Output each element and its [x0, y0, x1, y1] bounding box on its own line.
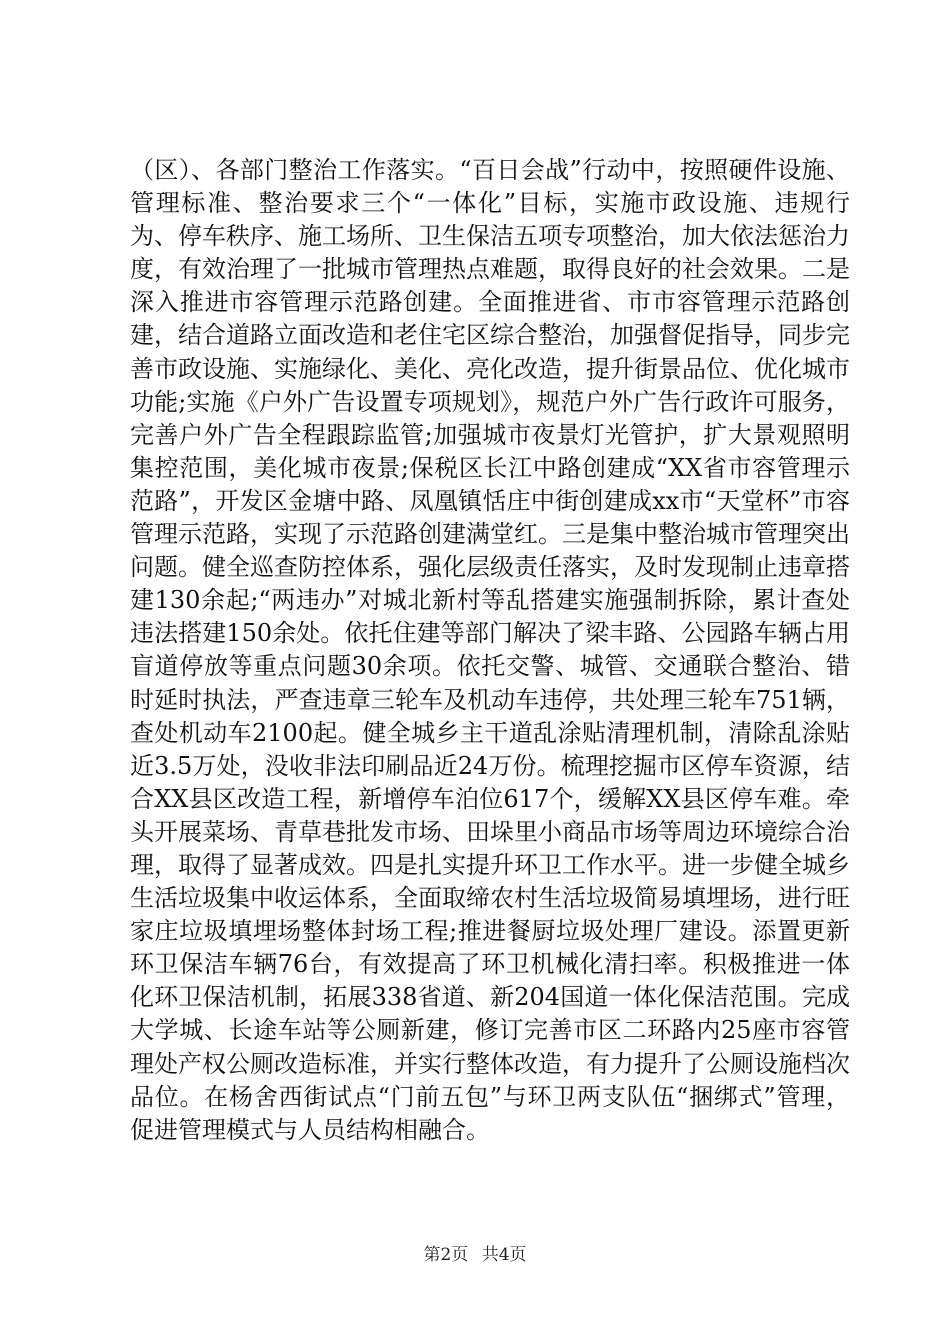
page-number-current: 第2页 — [423, 1245, 469, 1265]
body-paragraph: （区）、各部门整治工作落实。“百日会战”行动中，按照硬件设施、管理标准、整治要求三个“一体化”目标，实施市政设施、违规行为、停车秩序、施工场所、卫生保洁五项专项整治，加大依法惩治力度，有效治理了一批城市管理热点难题，取得良好的社会效果。二是深入推进市容管理示范路创建。全面推进省、市市容管理示范路创建，结合道路立面改造和老住宅区综合整治，加强督促指导，同步完善市政设施、实施绿化、美化、亮化改造，提升街景品位、优化城市功能;实施《户外广告设置专项规划》，规范户外广告行政许可服务，完善户外广告全程跟踪监管;加强城市夜景灯光管护，扩大景观照明集控范围，美化城市夜景;保税区长江中路创建成“XX省市容管理示范路”，开发区金塘中路、凤凰镇恬庄中街创建成xx市“天堂杯”市容管理示范路，实现了示范路创建满堂红。三是集中整治城市管理突出问题。健全巡查防控体系，强化层级责任落实，及时发现制止违章搭建130余起;“两违办”对城北新村等乱搭建实施强制拆除，累计查处违法搭建150余处。依托住建等部门解决了梁丰路、公园路车辆占用盲道停放等重点问题30余项。依托交警、城管、交通联合整治、错时延时执法，严查违章三轮车及机动车违停，共处理三轮车751辆，查处机动车2100起。健全城乡主干道乱涂贴清理机制，清除乱涂贴近3.5万处，没收非法印刷品近24万份。梳理挖掘市区停车资源，结合XX县区改造工程，新增停车泊位617个，缓解XX县区停车难。牵头开展菜场、青草巷批发市场、田垛里小商品市场等周边环境综合治理，取得了显著成效。四是扎实提升环卫工作水平。进一步健全城乡生活垃圾集中收运体系，全面取缔农村生活垃圾简易填埋场，进行旺家庄垃圾填埋场整体封场工程;推进餐厨垃圾处理厂建设。添置更新环卫保洁车辆76台，有效提高了环卫机械化清扫率。积极推进一体化环卫保洁机制，拓展338省道、新204国道一体化保洁范围。完成大学城、长途车站等公厕新建，修订完善市区二环路内25座市容管理处产权公厕改造标准，并实行整体改造，有力提升了公厕设施档次品位。在杨舍西街试点“门前五包”与环卫两支队伍“捆绑式”管理，促进管理模式与人员结构相融合。 — [130, 156, 850, 1144]
page-footer — [0, 1240, 950, 1265]
page-number-total: 共4页 — [481, 1245, 527, 1265]
